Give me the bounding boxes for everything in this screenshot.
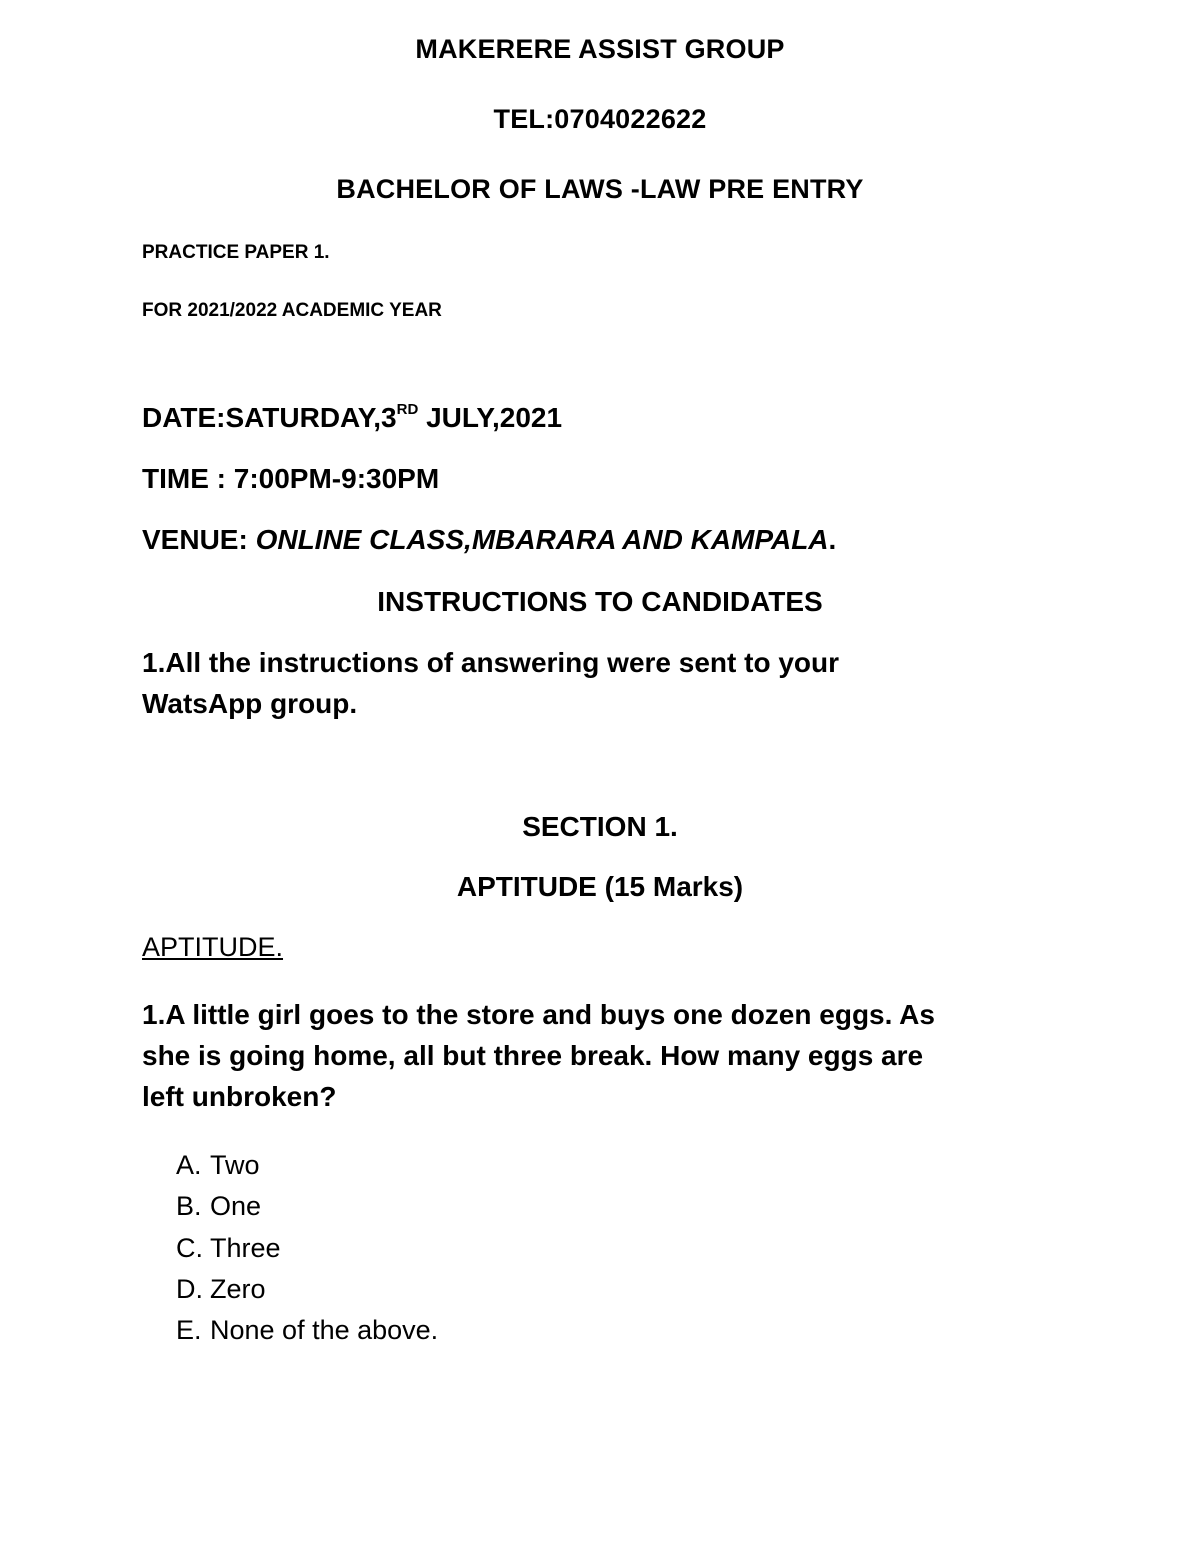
exam-venue (142, 524, 836, 556)
option-text: None of the above. (210, 1315, 439, 1345)
option-letter: D. (176, 1274, 203, 1304)
option-letter: C. (176, 1233, 203, 1263)
section-title: SECTION 1. (522, 811, 678, 842)
exam-date-day: DATE:SATURDAY,3 (142, 402, 397, 433)
option-c (176, 1233, 281, 1264)
exam-date-month: JULY,2021 (418, 402, 563, 433)
question-line-2: she is going home, all but three break. How many eggs are (142, 1040, 924, 1071)
question-line-1: 1.A little girl goes to the store and buys one dozen eggs. As (142, 999, 935, 1030)
option-text: One (210, 1191, 262, 1221)
section-label: APTITUDE. (142, 932, 284, 962)
option-e (176, 1315, 438, 1346)
programme-title: BACHELOR OF LAWS -LAW PRE ENTRY (336, 174, 864, 204)
option-letter: E. (176, 1315, 202, 1345)
instruction-line-1: 1.All the instructions of answering were sent to your (142, 647, 840, 678)
option-text: Two (210, 1150, 260, 1180)
exam-time: TIME : 7:00PM-9:30PM (142, 463, 440, 494)
option-letter: A. (176, 1150, 202, 1180)
paper-title: PRACTICE PAPER 1. (142, 242, 330, 263)
section-subtitle: APTITUDE (15 Marks) (456, 871, 744, 902)
academic-year: FOR 2021/2022 ACADEMIC YEAR (142, 300, 442, 321)
venue-value: ONLINE CLASS,MBARARA AND KAMPALA (255, 524, 829, 555)
question-line-3: left unbroken? (142, 1081, 337, 1112)
option-text: Zero (210, 1274, 266, 1304)
venue-end: . (828, 524, 837, 555)
option-letter: B. (176, 1191, 202, 1221)
telephone: TEL:0704022622 (493, 104, 707, 134)
option-text: Three (210, 1233, 281, 1263)
exam-date-ordinal: RD (396, 401, 419, 418)
instructions-heading: INSTRUCTIONS TO CANDIDATES (377, 586, 823, 617)
instruction-line-2: WatsApp group. (142, 688, 358, 719)
venue-label: VENUE: (142, 524, 256, 555)
organization-title: MAKERERE ASSIST GROUP (415, 34, 785, 64)
option-b (176, 1191, 261, 1222)
option-d (176, 1274, 266, 1305)
exam-date (142, 402, 562, 434)
option-a (176, 1150, 260, 1181)
